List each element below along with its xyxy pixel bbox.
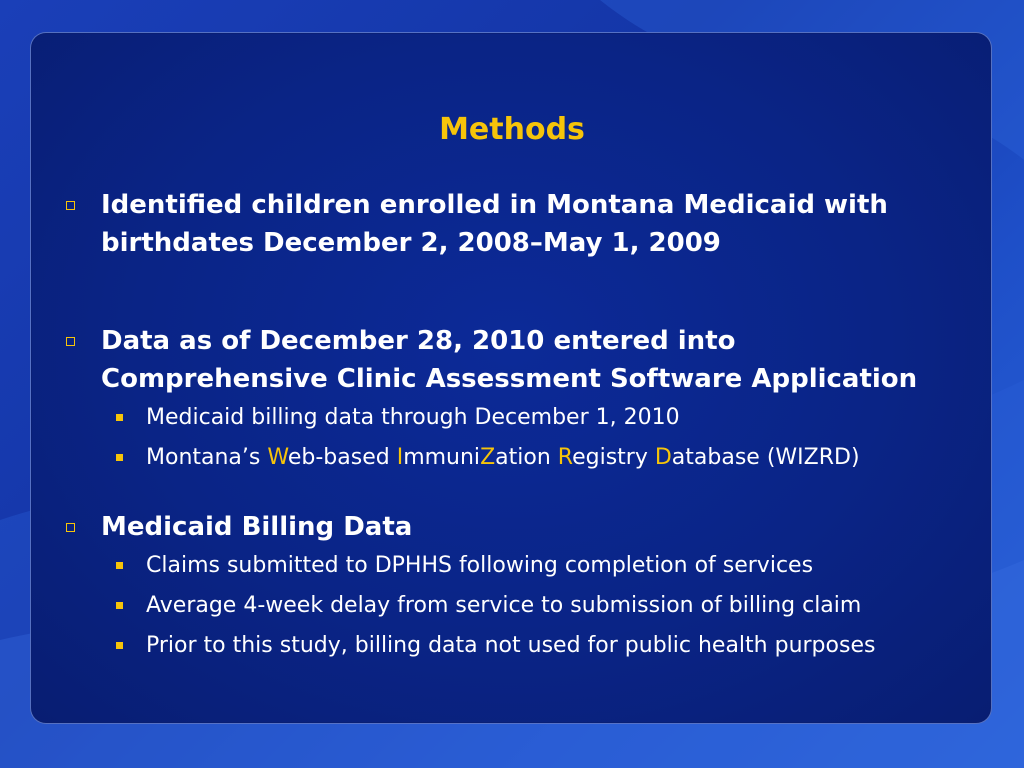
bullet-list <box>60 186 980 666</box>
sub-bullet-delay <box>60 586 980 626</box>
square-bullet-icon <box>116 642 123 649</box>
sub-bullet-billing-data <box>60 398 980 438</box>
highlight-letter: R <box>557 445 573 470</box>
sub-bullet-text: Prior to this study, billing data not used for public health purposes <box>146 633 876 658</box>
sub-bullet-text <box>146 445 860 470</box>
bullet-text: Identified children enrolled in Montana Medicaid with <box>101 190 888 220</box>
sub-bullet-claims <box>60 546 980 586</box>
square-bullet-icon <box>116 602 123 609</box>
text-part: eb-based <box>287 445 397 470</box>
text-part: atabase (WIZRD) <box>671 445 860 470</box>
bullet-text: Medicaid Billing Data <box>101 512 413 542</box>
checkbox-bullet-icon <box>66 337 75 346</box>
highlight-letter: Z <box>480 445 496 470</box>
highlight-letter: W <box>267 445 288 470</box>
sub-bullet-text: Claims submitted to DPHHS following completion of services <box>146 553 814 578</box>
bullet-text: Data as of December 28, 2010 entered into <box>101 326 736 356</box>
sub-bullet-wizrd <box>60 438 980 478</box>
text-part: mmuni <box>403 445 481 470</box>
text-part: ation <box>495 445 558 470</box>
highlight-letter: D <box>654 445 672 470</box>
slide-title: Methods <box>439 112 585 147</box>
bullet-medicaid-billing <box>60 508 980 546</box>
checkbox-bullet-icon <box>66 201 75 210</box>
highlight-letter: I <box>396 445 404 470</box>
text-part: Montana’s <box>146 445 268 470</box>
square-bullet-icon <box>116 454 123 461</box>
sub-bullet-text: Medicaid billing data through December 1, 2010 <box>146 405 680 430</box>
bullet-text: birthdates December 2, 2008–May 1, 2009 <box>101 228 721 258</box>
sub-bullet-text: Average 4-week delay from service to submission of billing claim <box>146 593 862 618</box>
square-bullet-icon <box>116 414 123 421</box>
sub-bullet-prior-study <box>60 626 980 666</box>
bullet-data-entered <box>60 322 980 398</box>
square-bullet-icon <box>116 562 123 569</box>
bullet-text: Comprehensive Clinic Assessment Software Application <box>101 364 918 394</box>
bullet-identified-children <box>60 186 980 262</box>
checkbox-bullet-icon <box>66 523 75 532</box>
text-part: egistry <box>572 445 655 470</box>
